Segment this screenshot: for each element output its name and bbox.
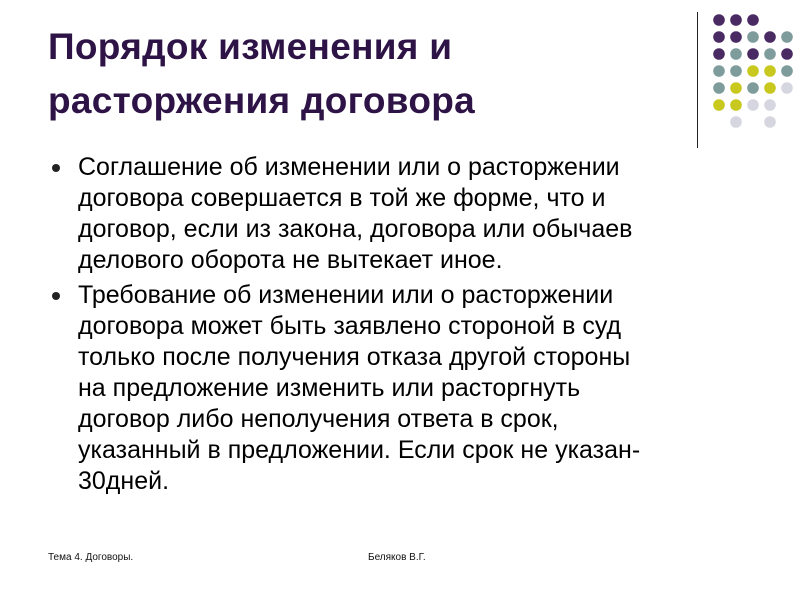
decor-dot [730,14,742,26]
slide-title-line-2: расторжения договора [48,80,476,121]
slide-title [48,20,668,128]
decor-dot [730,31,742,43]
bullet-2-line-2: договора может быть заявлено стороной в суд [78,312,622,340]
bullet-1-line-3: договор, если из закона, договора или обычаев [78,215,633,243]
decor-dot [764,48,776,60]
bullet-marker [52,164,60,172]
decor-dot [730,65,742,77]
decorative-dot-grid [712,13,796,129]
decor-dot [764,99,776,111]
decor-dot [730,99,742,111]
decor-dot [713,65,725,77]
decor-dot [747,14,759,26]
bullet-1-line-1: Соглашение об изменении или о расторжении [78,153,620,181]
decor-dot [713,48,725,60]
decor-dot [781,82,793,94]
bullet-2-line-5: договор либо неполучения ответа в срок, [78,405,559,433]
footer-topic: Тема 4. Договоры. [48,552,134,563]
decor-dot [713,82,725,94]
footer-author: Беляков В.Г. [368,552,426,563]
decor-dot [764,31,776,43]
bullet-2-line-1: Требование об изменении или о расторжении [78,281,614,309]
decor-dot [781,65,793,77]
bullet-2-line-7: 30дней. [78,467,170,495]
bullet-2-line-6: указанный в предложении. Если срок не указан- [78,436,641,464]
decor-dot [730,116,742,128]
slide-title-line-1: Порядок изменения и [48,26,453,67]
decor-dot [747,65,759,77]
bullet-list [48,152,748,501]
bullet-2-line-3: только после получения отказа другой стороны [78,343,631,371]
bullet-2-line-4: на предложение изменить или расторгнуть [78,374,581,402]
decor-dot [747,82,759,94]
decor-dot [781,31,793,43]
decor-dot [764,116,776,128]
decor-dot [730,48,742,60]
bullet-1-line-2: договора совершается в той же форме, что и [78,184,606,212]
decor-dot [747,48,759,60]
decor-dot [713,14,725,26]
decor-dot [764,82,776,94]
decor-dot [747,99,759,111]
decor-dot [713,31,725,43]
decor-dot [730,82,742,94]
decor-dot [781,48,793,60]
bullet-item-agreement [48,152,748,276]
bullet-marker [52,292,60,300]
bullet-item-demand [48,280,748,497]
decor-dot [764,65,776,77]
title-divider-line [697,12,698,148]
decor-dot [747,31,759,43]
decor-dot [713,99,725,111]
bullet-1-line-4: делового оборота не вытекает иное. [78,246,503,274]
